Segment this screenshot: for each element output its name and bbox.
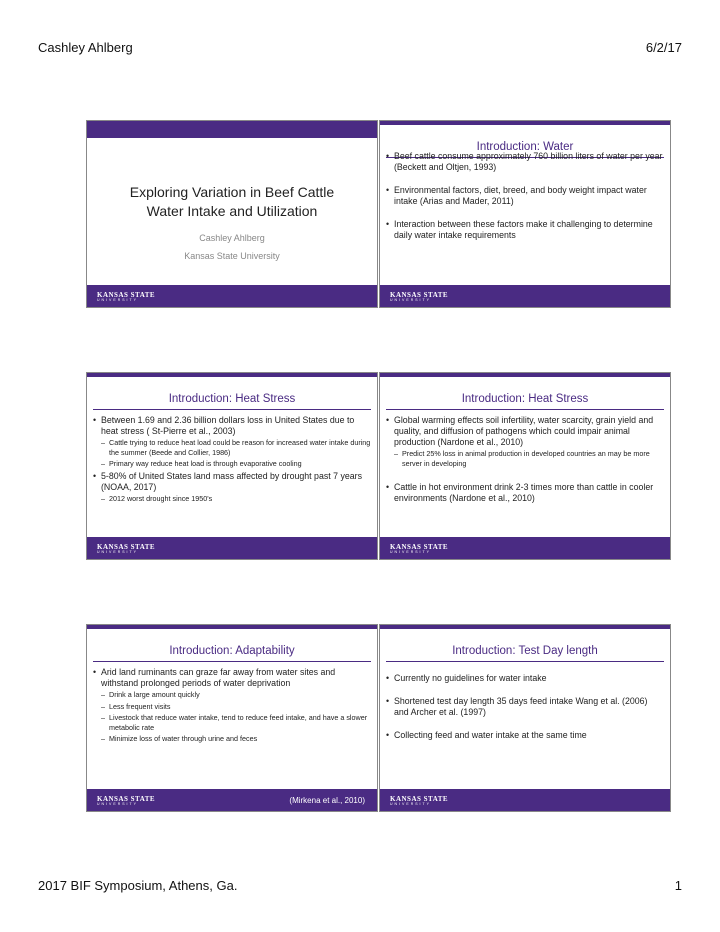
title-slide-heading: [87, 183, 377, 221]
slide-citation: (Mirkena et al., 2010): [289, 796, 365, 805]
bullet: • Collecting feed and water intake at the same time: [386, 730, 664, 741]
header-date: 6/2/17: [645, 40, 682, 55]
title-divider: [386, 409, 664, 410]
sub-bullet: – Cattle trying to reduce heat load could be reason for increased water intake during the summer (Beede and Collier, 1986): [93, 438, 371, 457]
sub-bullet: – Primary way reduce heat load is through evaporative cooling: [93, 459, 371, 469]
presenter-name: Cashley Ahlberg: [199, 233, 265, 243]
slide-bottom-bar: [87, 285, 377, 307]
slide-title: [86, 120, 378, 308]
title-divider: [93, 661, 371, 662]
slide-top-bar: [87, 373, 377, 377]
bullet: • Shortened test day length 35 days feed intake Wang et al. (2006) and Archer et al. (1997): [386, 696, 664, 718]
bullet: • 5-80% of United States land mass affected by drought past 7 years (NOAA, 2017): [93, 471, 371, 493]
slide-content: [386, 415, 664, 508]
bullet: • Cattle in hot environment drink 2-3 times more than cattle in cooler environments (Nardone et al., 2010): [386, 482, 664, 504]
slide-top-bar: [87, 121, 377, 138]
bullet: • Interaction between these factors make it challenging to determine daily water intake requirements: [386, 219, 664, 241]
kansas-state-logo: KANSAS STATE UNIVERSITY: [97, 290, 156, 302]
sub-bullet: – Drink a large amount quickly: [93, 690, 371, 700]
bullet: • Between 1.69 and 2.36 billion dollars loss in United States due to heat stress ( St-Pierre et al., 2003): [93, 415, 371, 437]
slide-content: [386, 151, 664, 253]
bullet: • Global warming effects soil infertility, water scarcity, grain yield and quality, and diffusion of pathogens which could impair animal production (Nardone et al., 2010): [386, 415, 664, 448]
kansas-state-logo: KANSAS STATE UNIVERSITY: [390, 290, 449, 302]
slide-bottom-bar: [380, 537, 670, 559]
kansas-state-logo: KANSAS STATE UNIVERSITY: [97, 794, 156, 806]
title-line-1: Exploring Variation in Beef Cattle: [129, 184, 335, 200]
slide-content: [386, 673, 664, 753]
slide-title-text: Introduction: Test Day length: [452, 645, 598, 657]
sub-bullet: – Minimize loss of water through urine and feces: [93, 734, 371, 744]
slide-bottom-bar: [380, 789, 670, 811]
slide-intro-water: [379, 120, 671, 308]
slide-heat-stress-1: [86, 372, 378, 560]
footer-event: 2017 BIF Symposium, Athens, Ga.: [38, 878, 238, 893]
kansas-state-logo: KANSAS STATE UNIVERSITY: [97, 542, 156, 554]
slide-title-text: Introduction: Heat Stress: [168, 393, 296, 405]
kansas-state-logo: KANSAS STATE UNIVERSITY: [390, 542, 449, 554]
slide-title-text: Introduction: Water: [476, 141, 574, 153]
slide-title-text: Introduction: Adaptability: [169, 645, 295, 657]
title-divider: [93, 409, 371, 410]
title-divider: [386, 661, 664, 662]
bullet: • Arid land ruminants can graze far away from water sites and withstand prolonged periods of water deprivation: [93, 667, 371, 689]
slide-bottom-bar: [87, 789, 377, 811]
bullet: • Currently no guidelines for water intake: [386, 673, 664, 684]
sub-bullet: – Livestock that reduce water intake, tend to reduce feed intake, and have a slower metabolic rate: [93, 713, 371, 732]
slide-bottom-bar: [380, 285, 670, 307]
sub-bullet: – Predict 25% loss in animal production in developed countries an may be more server in developing: [386, 449, 664, 468]
footer-page-number: 1: [674, 878, 682, 893]
slide-top-bar: [380, 373, 670, 377]
title-line-2: Water Intake and Utilization: [146, 203, 318, 219]
slide-adaptability: [86, 624, 378, 812]
sub-bullet: – Less frequent visits: [93, 702, 371, 712]
sub-bullet: – 2012 worst drought since 1950's: [93, 494, 371, 504]
slide-content: [93, 415, 371, 505]
slide-heat-stress-2: [379, 372, 671, 560]
slide-test-day-length: [379, 624, 671, 812]
slide-bottom-bar: [87, 537, 377, 559]
header-author: Cashley Ahlberg: [38, 40, 133, 55]
bullet: • Beef cattle consume approximately 760 billion liters of water per year (Beckett and Oltjen, 1993): [386, 151, 664, 173]
slide-content: [93, 667, 371, 746]
kansas-state-logo: KANSAS STATE UNIVERSITY: [390, 794, 449, 806]
slide-title-text: Introduction: Heat Stress: [461, 393, 589, 405]
bullet: • Environmental factors, diet, breed, and body weight impact water intake (Arias and Mader, 2011): [386, 185, 664, 207]
presenter-institution: Kansas State University: [184, 251, 280, 261]
slide-top-bar: [380, 625, 670, 629]
slide-top-bar: [380, 121, 670, 125]
slide-top-bar: [87, 625, 377, 629]
